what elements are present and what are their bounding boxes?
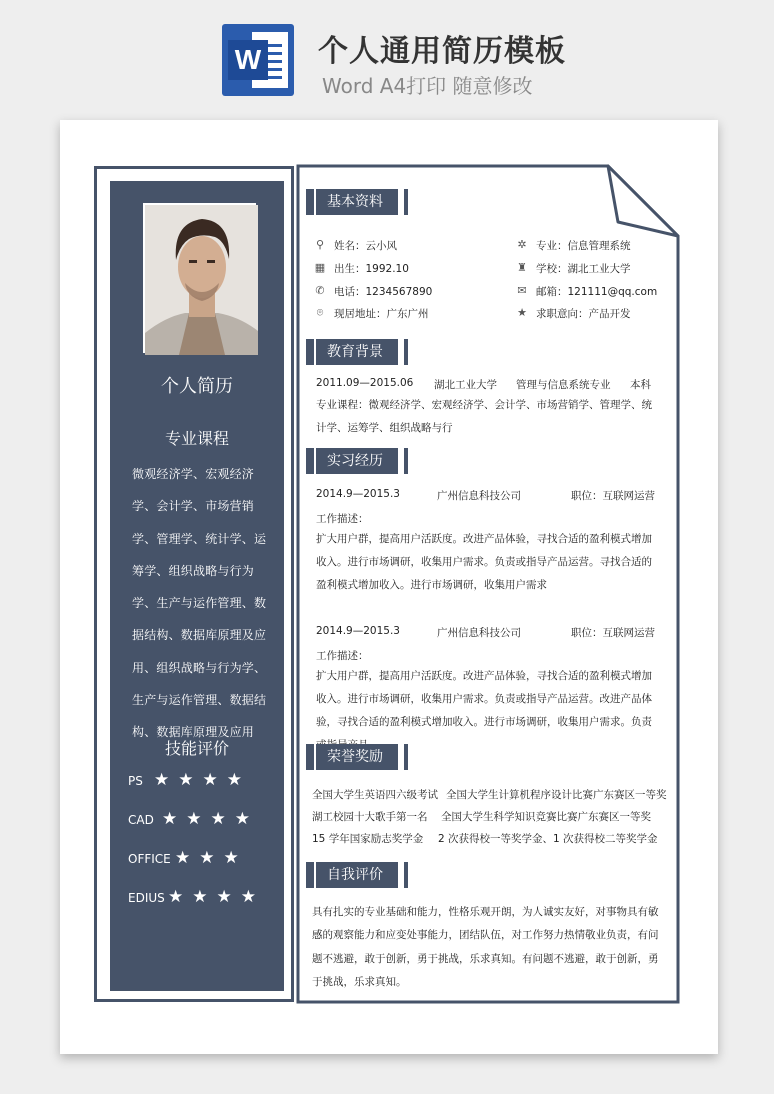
- honor-item: 全国大学生计算机程序设计比赛广东赛区一等奖: [446, 789, 667, 801]
- edu-school: 湖北工业大学: [434, 379, 497, 391]
- skill-name: OFFICE: [128, 852, 171, 866]
- edu-degree: 本科: [630, 379, 651, 391]
- location-icon: ⌾: [316, 306, 324, 319]
- job-period: 2014.9—2015.3: [316, 625, 400, 637]
- honor-item: 湖工校园十大歌手第一名: [312, 811, 428, 823]
- honor-item: 2 次获得校一等奖学金、1 次获得校二等奖学金: [438, 833, 658, 845]
- skills-heading: 技能评价: [164, 739, 229, 758]
- job-period: 2014.9—2015.3: [316, 488, 400, 500]
- job-company: 广州信息科技公司: [437, 627, 521, 639]
- honor-item: 全国大学生科学知识竞赛比赛广东赛区一等奖: [441, 811, 651, 823]
- skill-name: EDIUS: [128, 891, 165, 905]
- info-email: 邮箱：121111@qq.com: [536, 286, 658, 298]
- edu-period: 2011.09—2015.06: [316, 377, 414, 389]
- job-desc-label: 工作描述：: [316, 650, 369, 662]
- school-icon: ♜: [517, 261, 527, 274]
- honor-item: 全国大学生英语四六级考试: [312, 789, 438, 801]
- skill-stars: ★★★★: [162, 809, 259, 829]
- skill-edius: [128, 887, 265, 908]
- section-basic-info: 基本资料: [306, 189, 398, 215]
- honor-item: 15 学年国家励志奖学金: [312, 833, 424, 845]
- info-address: 现居地址：广东广州: [334, 308, 429, 320]
- edu-courses: 专业课程：微观经济学、宏观经济学、会计学、市场营销学、管理学、统计学、运筹学、组织战略与行: [316, 399, 652, 434]
- edu-major: 管理与信息系统专业: [516, 379, 611, 391]
- info-birth: 出生：1992.10: [334, 263, 409, 275]
- job-position: 职位：互联网运营: [571, 627, 655, 639]
- courses-heading: 专业课程: [164, 429, 229, 448]
- skill-office: [128, 848, 248, 869]
- skill-cad: [128, 809, 259, 830]
- skill-stars: ★★★★: [168, 887, 265, 907]
- info-objective: 求职意向：产品开发: [536, 308, 631, 320]
- calendar-icon: ▦: [314, 261, 326, 274]
- star-icon: ★: [517, 306, 527, 319]
- word-logo-letter: W: [228, 40, 268, 80]
- job-company: 广州信息科技公司: [437, 490, 521, 502]
- person-icon: ⚲: [315, 238, 325, 251]
- courses-text: 微观经济学、宏观经济学、会计学、市场营销学、管理学、统计学、运筹学、组织战略与行为学、生产与运作管理、数据结构、数据库原理及应用、组织战略与行为学、生产与运作管理、数据结构、数据库原理及应用: [132, 467, 267, 740]
- mail-icon: ✉: [517, 284, 527, 297]
- info-name: 姓名：云小风: [334, 240, 397, 252]
- job-desc-label: 工作描述：: [316, 513, 369, 525]
- major-icon: ✲: [517, 238, 527, 251]
- internship-list: [300, 480, 676, 744]
- info-school: 学校：湖北工业大学: [536, 263, 631, 275]
- skill-ps: [128, 770, 251, 791]
- section-self-eval: 自我评价: [306, 862, 398, 888]
- skill-stars: ★★★: [175, 848, 248, 868]
- skill-name: CAD: [128, 813, 154, 827]
- section-honors: 荣誉奖励: [306, 744, 398, 770]
- phone-icon: ✆: [315, 284, 325, 297]
- job-desc: 扩大用户群，提高用户活跃度。改进产品体验，寻找合适的盈利模式增加收入。进行市场调研，收集用户需求。负责或指导产品运营。寻找合适的盈利模式增加收入。进行市场调研，收集用户需求: [316, 533, 652, 591]
- profile-photo: [143, 203, 256, 353]
- word-logo-icon: [222, 24, 294, 96]
- section-internship: 实习经历: [306, 448, 398, 474]
- self-eval-text: 具有扎实的专业基础和能力，性格乐观开朗，为人诚实友好，对事物具有敏感的观察能力和应变处事能力，团结队伍，对工作努力热情敬业负责，有问题不逃避，敢于创新，勇于挑战，乐求真知。有问题不逃避，敢于创新，勇于挑战，乐求真知。: [312, 906, 659, 988]
- banner-title: 个人通用简历模板: [318, 34, 566, 69]
- resume-title: 个人简历: [161, 376, 233, 397]
- skill-stars: ★★★★: [154, 770, 251, 790]
- section-education: 教育背景: [306, 339, 398, 365]
- banner-subtitle: Word A4打印 随意修改: [322, 74, 533, 98]
- skill-name: PS: [128, 774, 143, 788]
- info-major: 专业：信息管理系统: [536, 240, 631, 252]
- job-desc: 扩大用户群，提高用户活跃度。改进产品体验，寻找合适的盈利模式增加收入。进行市场调研，收集用户需求。负责或指导产品运营。改进产品体验，寻找合适的盈利模式增加收入。进行市场调研，收集用户需求。负责: [316, 670, 652, 728]
- banner: [0, 0, 774, 118]
- job-position: 职位：互联网运营: [571, 490, 655, 502]
- info-phone: 电话：1234567890: [334, 286, 433, 298]
